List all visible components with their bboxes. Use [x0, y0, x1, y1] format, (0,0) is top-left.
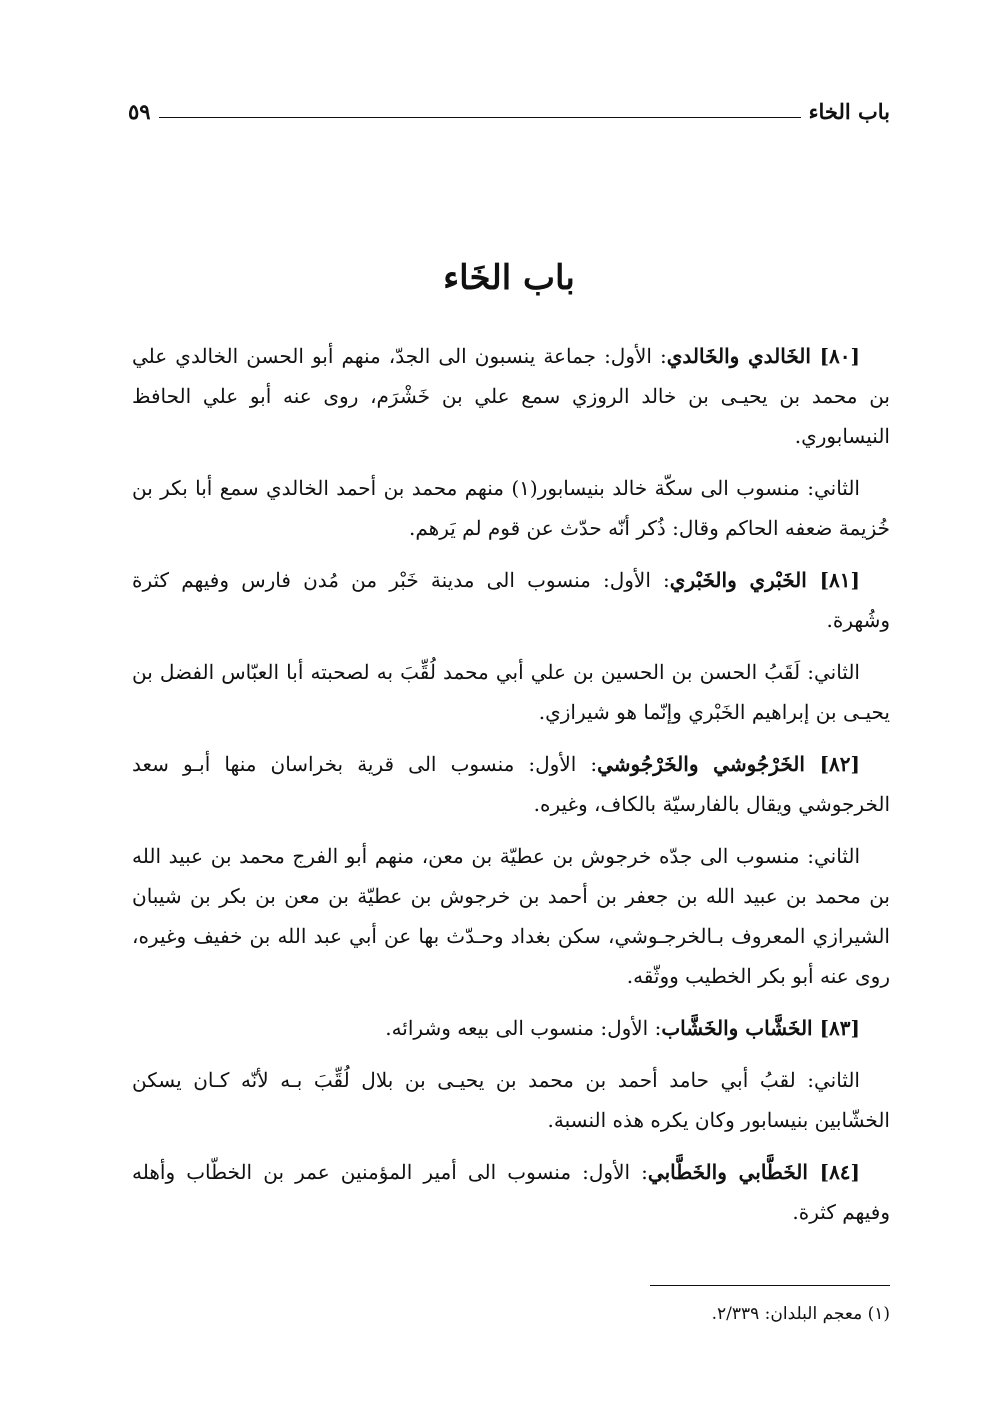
paragraph-entry-80-second [132, 468, 890, 548]
paragraph-entry-83-second [132, 1060, 890, 1140]
footnote: (١) معجم البلدان: ٢/٣٣٩. [711, 1304, 890, 1324]
entry-text: الثاني: منسوب الى سكّة خالد بنيسابور(١) منهم محمد بن أحمد الخالدي سمع أبا بكر بن خُزيمة ضعفه الحاكم وقال: ذُكر أنّه حدّث عن قوم لم يَرهم. [132, 476, 890, 540]
header-rule [159, 117, 801, 118]
entry-text: الثاني: منسوب الى جدّه خرجوش بن عطيّة بن معن، منهم أبو الفرج محمد بن عبيد الله بن محمد بن عبيد الله بن جعفر بن أحمد بن خرجوش بن عطيّة بن معن بن بكر بن شيبان الشيرازي المعروف بـالخرجـوشي، سكن بغداد وحـدّث بها عن أبي عبد الله بن خفيف وغيره، روى عنه أبو بكر الخطيب ووثّقه. [132, 844, 890, 988]
footnote-rule [650, 1285, 890, 1286]
paragraph-entry-82 [132, 744, 890, 824]
paragraph-entry-81 [132, 560, 890, 640]
entry-text: الثاني: لَقَبُ الحسن بن الحسين بن علي أبي محمد لُقِّبَ به لصحبته أبا العبّاس الفضل بن يحيـى بن إبراهيم الخَبْري وإنّما هو شيرازي. [132, 660, 890, 724]
body-text [132, 336, 890, 1244]
entry-heading: [٨١] الخَبْري والخَبْري [669, 568, 860, 592]
paragraph-entry-81-second [132, 652, 890, 732]
paragraph-entry-82-second [132, 836, 890, 996]
running-header [128, 92, 890, 122]
entry-text: : الأول: منسوب الى قرية بخراسان منها أبـو سعد الخرجوشي ويقال بالفارسيّة بالكاف، وغيره. [132, 752, 890, 816]
paragraph-entry-84 [132, 1152, 890, 1232]
entry-text: : الأول: منسوب الى أمير المؤمنين عمر بن الخطّاب وأهله وفيهم كثرة. [132, 1160, 890, 1224]
chapter-title: باب الخَاء [443, 258, 575, 298]
entry-heading: [٨٤] الخَطَّابي والخَطَّابي [647, 1160, 861, 1184]
paragraph-entry-83 [132, 1008, 890, 1048]
running-title: باب الخاء [808, 99, 890, 124]
entry-heading: [٨٠] الخَالدي والخَالدي [666, 344, 860, 368]
paragraph-entry-80 [132, 336, 890, 456]
entry-text: الثاني: لقبُ أبي حامد أحمد بن محمد بن يحيـى بن بلال لُقِّبَ بـه لأنّه كـان يسكن الخشّابين بنيسابور وكان يكره هذه النسبة. [132, 1068, 890, 1132]
entry-text: : الأول: جماعة ينسبون الى الجدّ، منهم أبو الحسن الخالدي علي بن محمد بن يحيـى بن خالد الروزي سمع علي بن خَشْرَم، روى عنه أبو علي الحافظ النيسابوري. [132, 344, 890, 448]
entry-heading: [٨٣] الخَشَّاب والخَشَّاب [661, 1016, 860, 1040]
page-number: ٥٩ [128, 99, 151, 124]
entry-heading: [٨٢] الخَرْجُوشي والخَرْجُوشي [597, 752, 860, 776]
entry-text: : الأول: منسوب الى بيعه وشرائه. [385, 1016, 662, 1040]
entry-text: : الأول: منسوب الى مدينة خَبْر من مُدن فارس وفيهم كثرة وشُهرة. [132, 568, 890, 632]
